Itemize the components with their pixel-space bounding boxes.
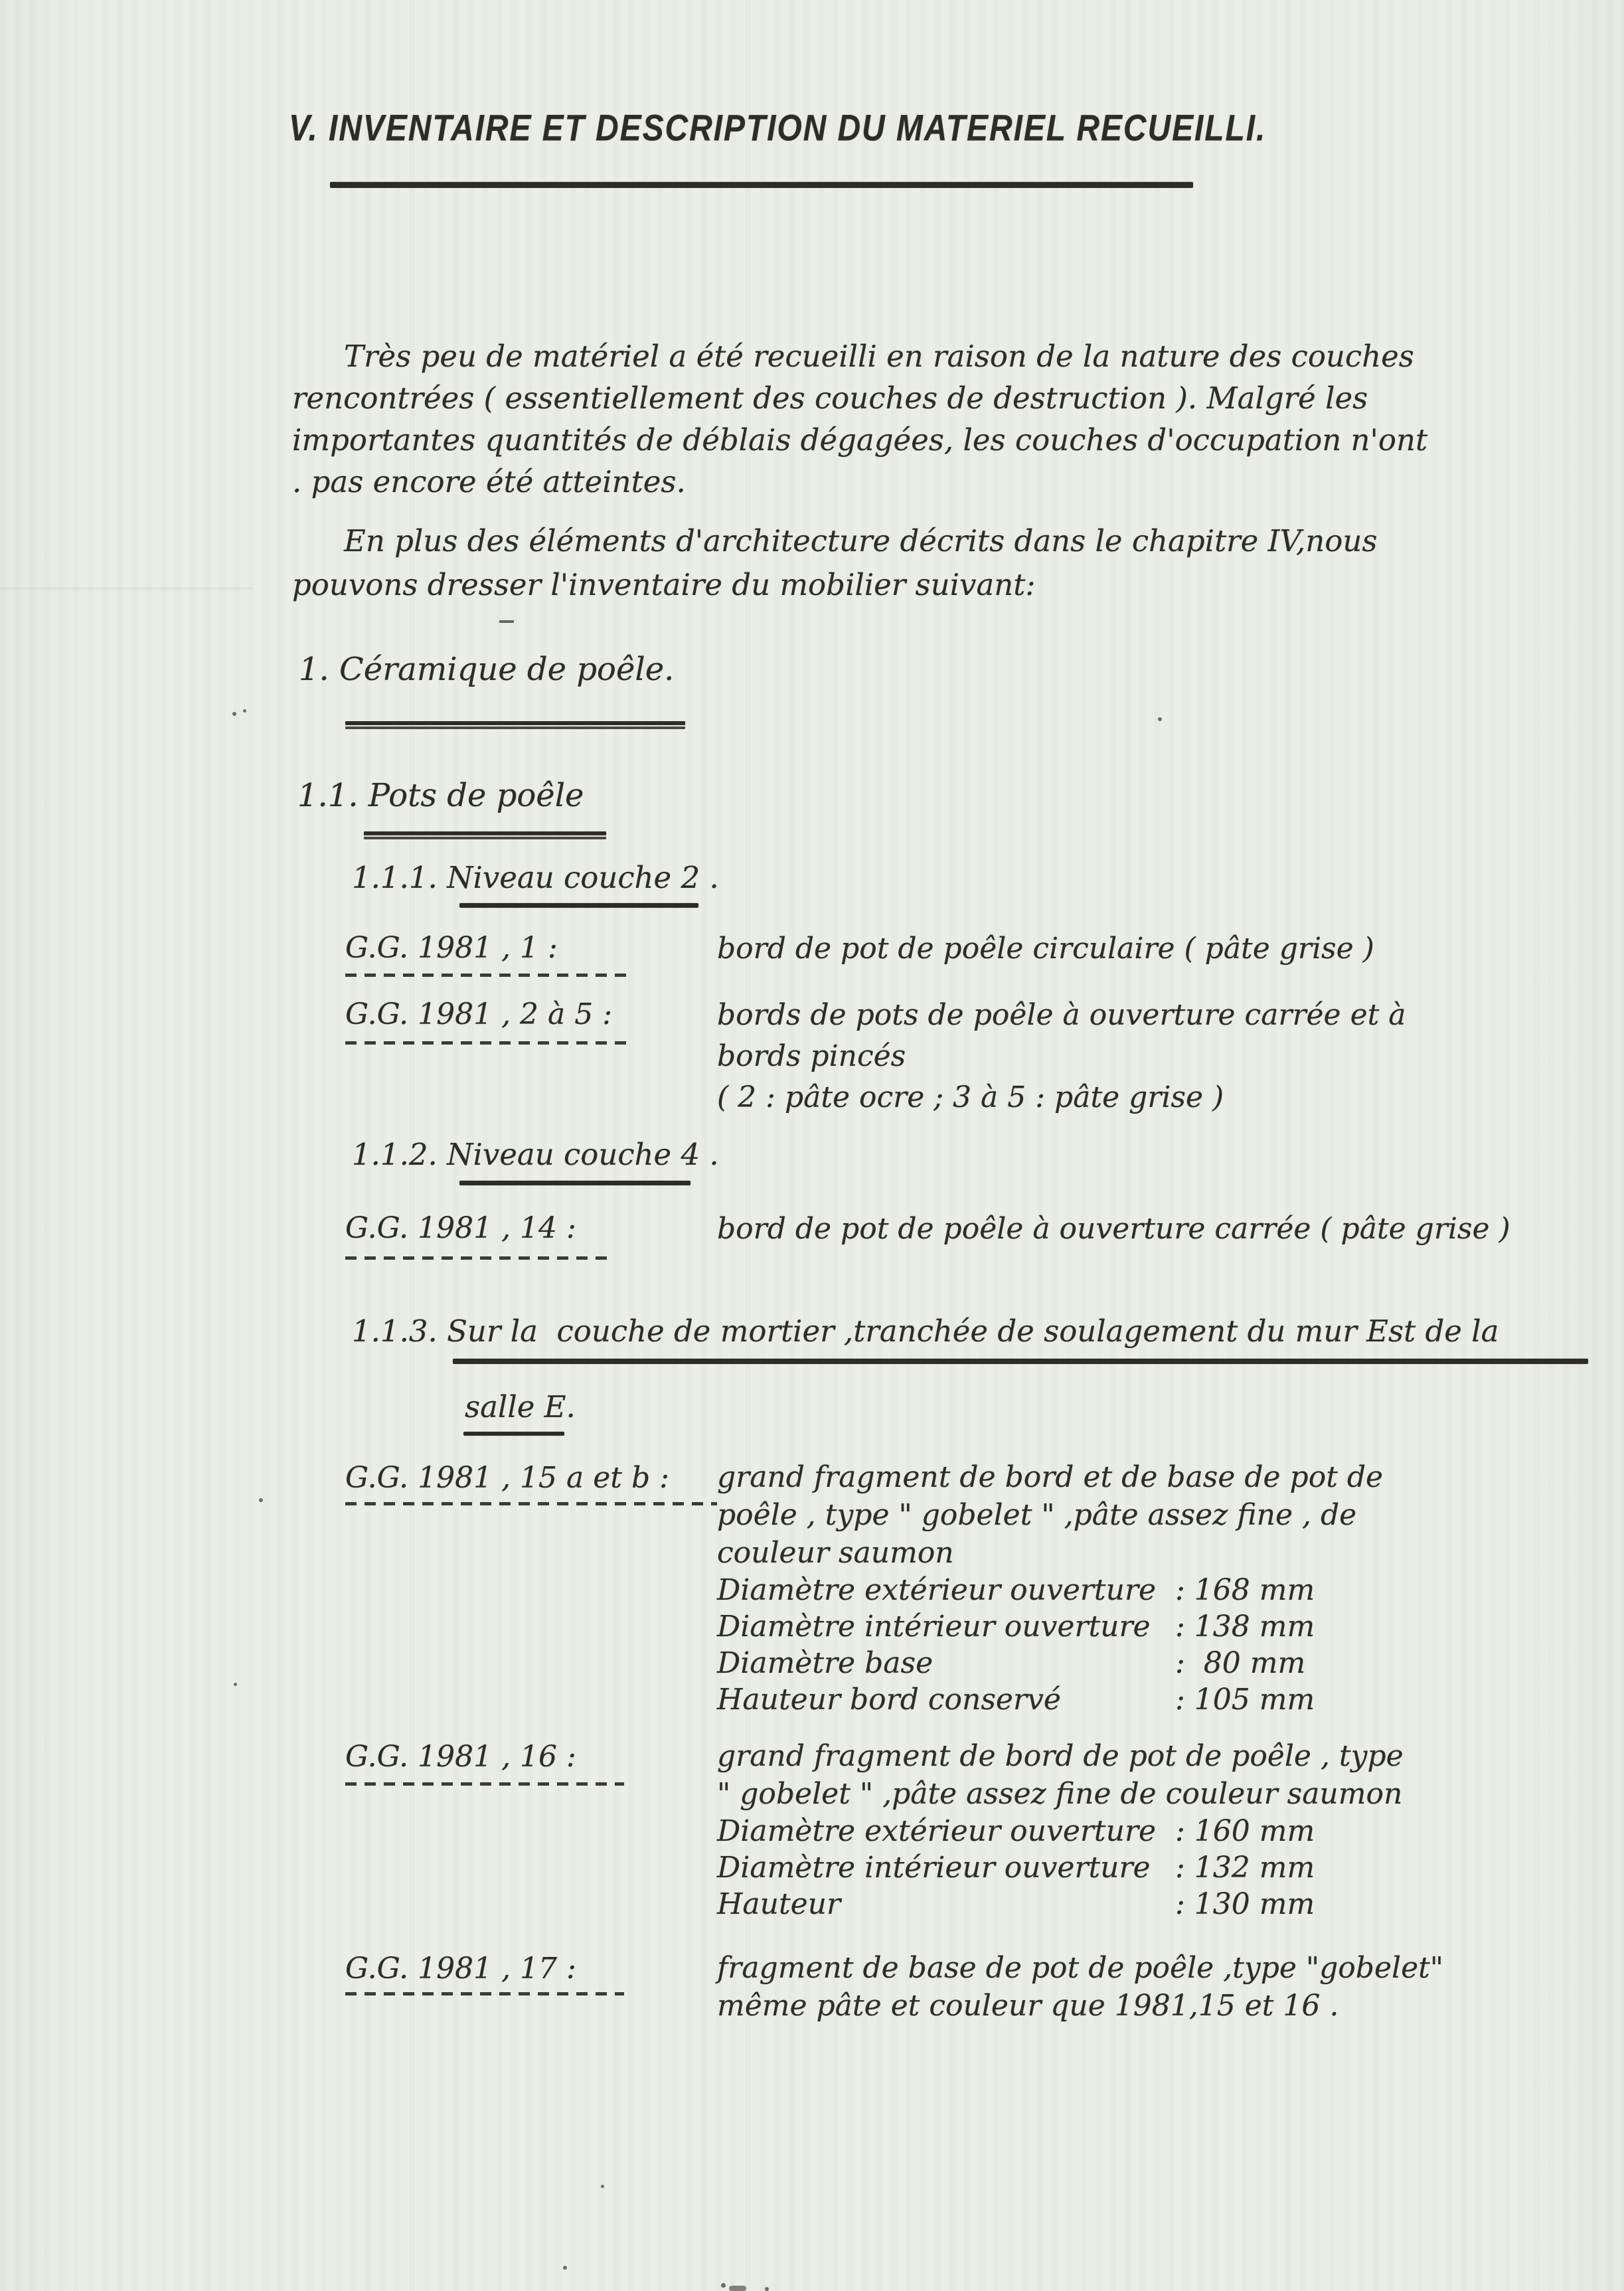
paragraph-line: . pas encore été atteintes. [292,464,686,499]
intro-paragraph-1 [292,335,1427,503]
measurement-row [717,1645,1383,1681]
entry-description [717,1737,1404,1922]
ink-speck [765,2287,769,2291]
paper-crease [0,587,252,590]
measurement-row [717,1681,1383,1718]
measurement-name: Diamètre extérieur ouverture [717,1814,1157,1848]
entry-description [717,928,1374,970]
title-underline [330,182,1193,188]
measurement-value: : 105 mm [1175,1683,1315,1717]
entry-description [717,1458,1383,1718]
subsection-underline [459,1181,690,1185]
ink-speck [243,709,246,713]
measurement-value: : 138 mm [1175,1610,1315,1644]
measurement-value: : 168 mm [1175,1573,1315,1607]
ink-speck [232,712,236,716]
typed-dash-underline [345,1502,717,1505]
paragraph-line: Très peu de matériel a été recueilli en raison de la nature des couches [344,339,1414,374]
inventory-entry [345,1737,1607,1922]
entry-label: G.G. 1981 , 15 a et b : [345,1461,669,1495]
subsection-underline [459,903,698,908]
description-line: grand fragment de bord et de base de pot de [717,1460,1384,1494]
measurement-name: Diamètre extérieur ouverture [717,1573,1157,1607]
measurement-name: Diamètre intérieur ouverture [717,1610,1151,1644]
description-line: bords de pots de poêle à ouverture carrée et à [717,998,1406,1032]
ink-speck [234,1683,237,1686]
description-line: " gobelet " ,pâte assez fine de couleur saumon [717,1777,1403,1811]
inventory-entry [345,1458,1607,1718]
description-line: bord de pot de poêle circulaire ( pâte grise ) [717,932,1374,966]
description-line: grand fragment de bord de pot de poêle , type [717,1739,1404,1773]
description-line: bords pincés [717,1039,906,1073]
scan-blot [729,2286,746,2291]
paragraph-line: rencontrées ( essentiellement des couches de destruction ). Malgré les [292,381,1368,416]
subsection-heading-mortier: 1.1.3. Sur la couche de mortier ,tranchée de soulagement du mur Est de la [352,1314,1499,1349]
inventory-entry [345,1949,1607,2025]
entry-label: G.G. 1981 , 14 : [345,1211,576,1245]
measurement-value: : 130 mm [1175,1887,1315,1921]
inventory-entry [345,928,1607,970]
measurement-name: Diamètre intérieur ouverture [717,1851,1151,1885]
subsection-underline [453,1359,1588,1364]
entry-label: G.G. 1981 , 16 : [345,1740,576,1774]
ink-speck [1158,717,1162,721]
description-line: même pâte et couleur que 1981,15 et 16 . [717,1989,1339,2023]
subsection-underline-short [463,1432,564,1436]
paragraph-line: importantes quantités de déblais dégagées, les couches d'occupation n'ont [292,422,1428,458]
measurement-row [717,1572,1383,1608]
description-line: poêle , type " gobelet " ,pâte assez fine , de [717,1498,1357,1532]
description-line: couleur saumon [717,1536,954,1570]
measurement-name: Hauteur [717,1887,841,1921]
subsection-heading-niveau2: 1.1.1. Niveau couche 2 . [352,860,719,895]
description-line: bord de pot de poêle à ouverture carrée ( pâte grise ) [717,1212,1510,1246]
page-title: V. INVENTAIRE ET DESCRIPTION DU MATERIEL RECUEILLI. [289,107,1267,149]
ink-speck [259,1498,263,1502]
intro-paragraph-2 [292,519,1377,607]
typed-dash-underline [345,1782,624,1786]
paragraph-line: pouvons dresser l'inventaire du mobilier suivant: [292,567,1036,602]
typed-dash-underline [345,974,631,977]
section-heading-underline [345,721,685,729]
section-heading-pots: 1.1. Pots de poêle [297,777,584,814]
section-heading-ceramique: 1. Céramique de poêle. [299,651,675,688]
typed-dash-underline [345,1992,624,1995]
section-heading-underline [364,831,606,839]
description-line: fragment de base de pot de poêle ,type "gobelet" [717,1951,1444,1985]
inventory-entry [345,995,1607,1118]
measurement-row [717,1608,1383,1645]
entry-label: G.G. 1981 , 1 : [345,931,558,965]
typed-dash-underline [345,1041,631,1045]
ink-speck [721,2283,726,2288]
stray-hyphen-mark [499,620,514,623]
inventory-entry [345,1209,1607,1250]
measurement-row [717,1849,1404,1886]
measurement-value: : 80 mm [1175,1646,1306,1680]
measurement-row [717,1813,1404,1849]
ink-speck [563,2266,567,2270]
description-line: ( 2 : pâte ocre ; 3 à 5 : pâte grise ) [717,1080,1224,1114]
measurement-value: : 132 mm [1175,1851,1315,1885]
paragraph-line: En plus des éléments d'architecture décrits dans le chapitre IV,nous [344,523,1378,558]
subsection-heading-niveau4: 1.1.2. Niveau couche 4 . [352,1137,719,1172]
measurement-value: : 160 mm [1175,1814,1315,1848]
ink-speck [601,2185,604,2188]
entry-description [717,1209,1510,1250]
entry-label: G.G. 1981 , 17 : [345,1952,576,1986]
entry-description [717,995,1406,1118]
entry-description [717,1949,1443,2025]
measurement-row [717,1886,1404,1922]
measurement-name: Hauteur bord conservé [717,1683,1061,1717]
entry-label: G.G. 1981 , 2 à 5 : [345,997,613,1031]
subsection-heading-mortier-line2: salle E. [465,1389,576,1424]
measurement-name: Diamètre base [717,1646,934,1680]
typed-dash-underline [345,1256,611,1260]
